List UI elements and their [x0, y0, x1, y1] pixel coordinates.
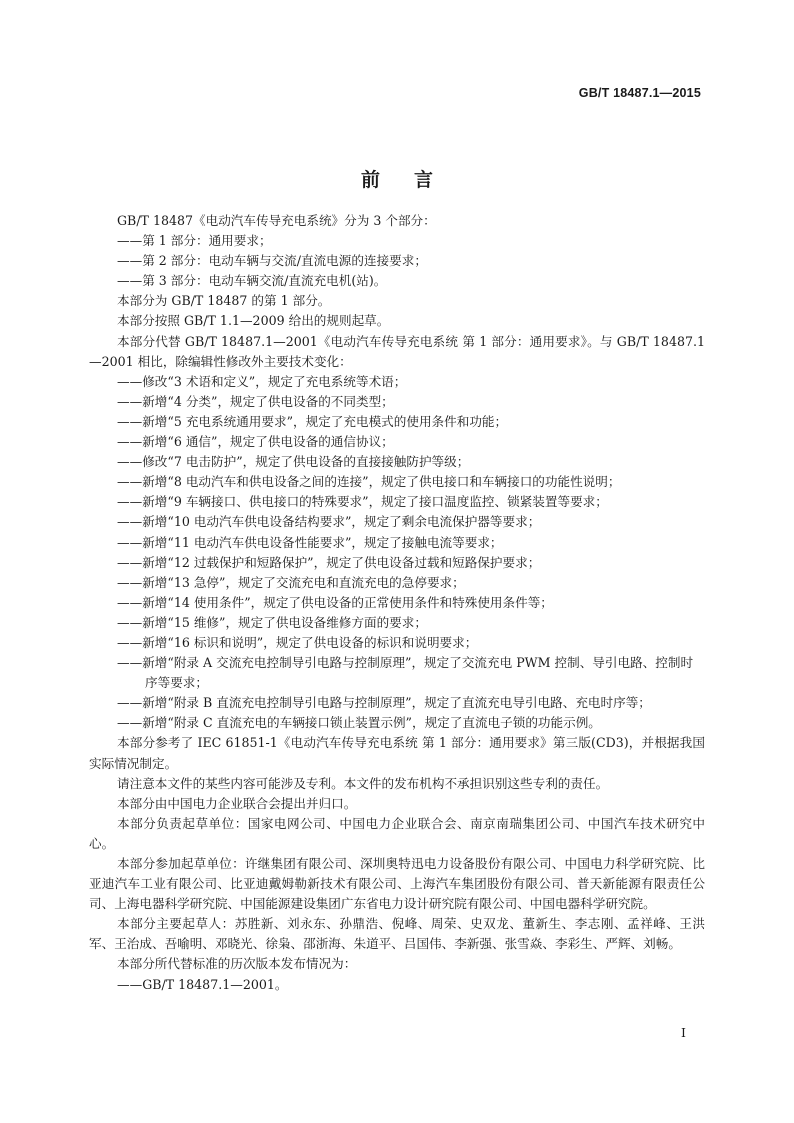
list-item: ——第 1 部分：通用要求； [117, 233, 272, 249]
page-title: 前言 [360, 168, 467, 191]
list-item: ——GB/T 18487.1—2001。 [117, 976, 288, 992]
paragraph: 本部分参考了 IEC 61851-1《电动汽车传导充电系统 第 1 部分：通用要求》第三版(CD3)，并根据我国实际情况制定。 [89, 735, 705, 771]
list-item: ——新增“12 过载保护和短路保护”，规定了供电设备过载和短路保护要求； [117, 554, 541, 570]
list-item: ——新增“11 电动汽车供电设备性能要求”，规定了接触电流等要求； [117, 534, 503, 550]
list-item: ——新增“附录 A 交流充电控制导引电路与控制原理”，规定了交流充电 PWM 控制、导引电路、控制时序等要求； [117, 655, 694, 691]
list-item: ——新增“9 车辆接口、供电接口的特殊要求”，规定了接口温度监控、锁紧装置等要求； [117, 494, 608, 510]
paragraph: 请注意本文件的某些内容可能涉及专利。本文件的发布机构不承担识别这些专利的责任。 [117, 775, 609, 791]
list-item: ——新增“4 分类”，规定了供电设备的不同类型； [117, 393, 394, 409]
list-item: ——新增“附录 B 直流充电控制导引电路与控制原理”，规定了直流充电导引电路、充电时序等； [117, 695, 651, 711]
foreword-body [89, 211, 705, 995]
paragraph: 本部分由中国电力企业联合会提出并归口。 [117, 795, 357, 811]
paragraph: 本部分主要起草人：苏胜新、刘永东、孙鼎浩、倪峰、周荣、史双龙、董新生、李志刚、孟祥峰、王洪军、王治成、吾喻明、邓晓光、徐枭、邵浙海、朱道平、吕国伟、李新强、张雪焱、李彩生、严辉、刘畅。 [89, 916, 705, 952]
paragraph: GB/T 18487《电动汽车传导充电系统》分为 3 个部分： [117, 213, 436, 228]
list-item: ——新增“15 维修”，规定了供电设备维修方面的要求； [117, 614, 427, 630]
list-item: ——新增“14 使用条件”，规定了供电设备的正常使用条件和特殊使用条件等； [117, 594, 553, 610]
standard-number: GB/T 18487.1—2015 [578, 86, 701, 100]
paragraph: 本部分所代替标准的历次版本发布情况为： [117, 956, 357, 972]
list-item: ——新增“6 通信”，规定了供电设备的通信协议； [117, 434, 394, 450]
page-number: I [681, 1025, 686, 1040]
list-item: ——第 2 部分：电动车辆与交流/直流电源的连接要求； [117, 253, 427, 269]
list-item: ——修改“3 术语和定义”，规定了充电系统等术语； [117, 373, 407, 389]
paragraph: 本部分参加起草单位：许继集团有限公司、深圳奥特迅电力设备股份有限公司、中国电力科学研究院、比亚迪汽车工业有限公司、比亚迪戴姆勒新技术有限公司、上海汽车集团股份有限公司、普天新能源有限责任公司、上海电器科学研究院、中国能源建设集团广东省电力设计研究院有限公司、中国电器科学研究院。 [89, 856, 705, 912]
list-item: ——新增“5 充电系统通用要求”，规定了充电模式的使用条件和功能； [117, 413, 508, 429]
list-item: ——新增“16 标识和说明”，规定了供电设备的标识和说明要求； [117, 634, 478, 650]
paragraph: 本部分代替 GB/T 18487.1—2001《电动汽车传导充电系统 第 1 部分：通用要求》。与 GB/T 18487.1—2001 相比，除编辑性修改外主要技术变化： [89, 333, 705, 369]
list-item: ——新增“8 电动汽车和供电设备之间的连接”，规定了供电接口和车辆接口的功能性说明； [117, 474, 621, 490]
paragraph: 本部分为 GB/T 18487 的第 1 部分。 [117, 293, 331, 309]
list-item: ——第 3 部分：电动车辆交流/直流充电机(站)。 [117, 273, 387, 289]
list-item: ——新增“附录 C 直流充电的车辆接口锁止装置示例”，规定了直流电子锁的功能示例。 [117, 715, 601, 731]
paragraph: 本部分按照 GB/T 1.1—2009 给出的规则起草。 [117, 313, 390, 329]
list-item: ——新增“13 急停”，规定了交流充电和直流充电的急停要求； [117, 574, 465, 590]
list-item: ——修改“7 电击防护”，规定了供电设备的直接接触防护等级； [117, 454, 470, 470]
list-item: ——新增“10 电动汽车供电设备结构要求”，规定了剩余电流保护器等要求； [117, 514, 541, 530]
paragraph: 本部分负责起草单位：国家电网公司、中国电力企业联合会、南京南瑞集团公司、中国汽车技术研究中心。 [89, 815, 705, 851]
